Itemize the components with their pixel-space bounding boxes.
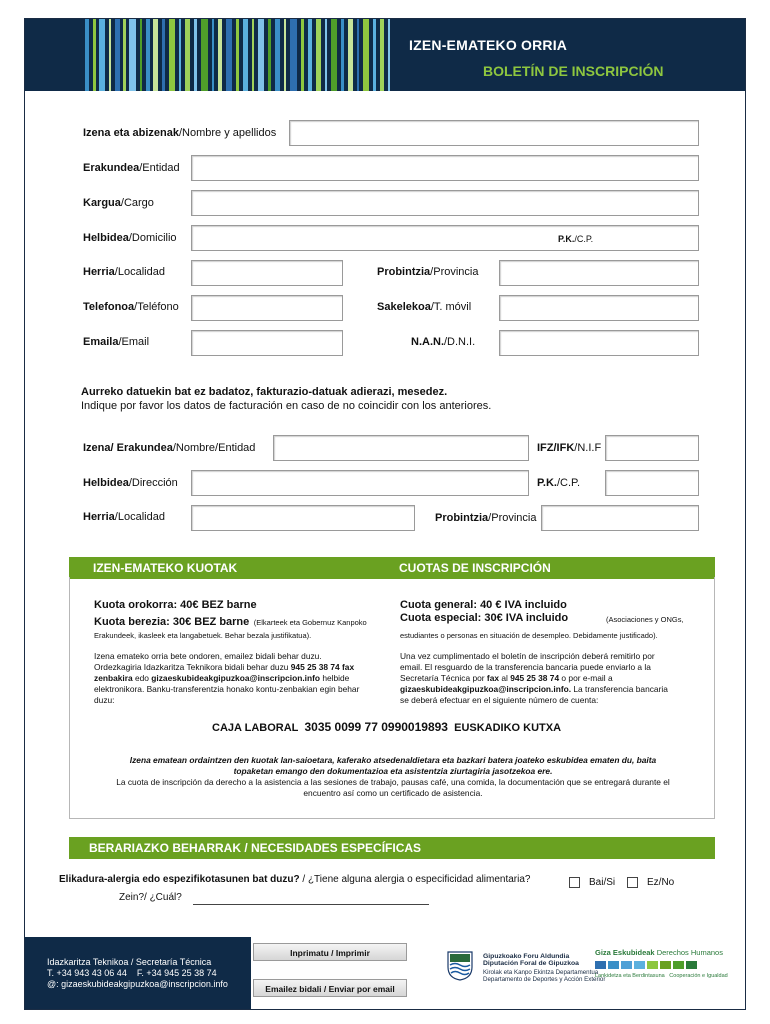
secretariat-phones: T. +34 943 43 06 44 F. +34 945 25 38 74 [47, 968, 217, 978]
special-fee-es: Cuota especial: 30€ IVA incluido [400, 612, 569, 624]
logo-square [660, 961, 671, 969]
stripe [153, 19, 158, 91]
stripe [146, 19, 150, 91]
stripe [85, 19, 89, 91]
logo-square [608, 961, 619, 969]
logo-square [673, 961, 684, 969]
logo-square [686, 961, 697, 969]
stripe [179, 19, 181, 91]
address-field[interactable] [191, 225, 699, 251]
billing-postal-label: P.K./C.P. [537, 477, 581, 489]
form-subtitle: BOLETÍN DE INSCRIPCIÓN [483, 63, 664, 79]
stripe [99, 19, 105, 91]
stripe [363, 19, 369, 91]
dni-field[interactable] [499, 330, 699, 356]
nif-field[interactable] [605, 435, 699, 461]
stripe [348, 19, 353, 91]
stripe [93, 19, 96, 91]
instructions-eu: Izena emateko orria bete ondoren, emailez bidali behar duzu. Ordezkagiria Idazkaritza Teknikora bidali behar duzu 945 25 38 74 fax zenbakira edo gizaeskubideakgipuzkoa@inscripcion.info helbide elektronikora. Banku-transferentzia honako kontu-zenbakian egin behar duzu: [94, 651, 360, 705]
stripe [357, 19, 359, 91]
stripe [252, 19, 254, 91]
stripe [109, 19, 111, 91]
phone-label: Telefonoa/Teléfono [83, 301, 179, 313]
mobile-field[interactable] [499, 295, 699, 321]
needs-header-bar [69, 837, 715, 859]
footer [25, 937, 746, 1010]
bank-account: CAJA LABORAL 3035 0099 77 0990019893 EUSKADIKO KUTXA [212, 720, 562, 734]
stripe [169, 19, 175, 91]
logo-square [634, 961, 645, 969]
human-rights-logo-title: Giza Eskubideak Derechos Humanos [595, 948, 723, 957]
stripe [218, 19, 222, 91]
general-fee-es: Cuota general: 40 € IVA incluido [400, 599, 567, 611]
stripe [129, 19, 136, 91]
fees-box [69, 577, 715, 819]
stripe [290, 19, 297, 91]
name-label: Izena eta abizenak/Nombre y apellidos [83, 127, 277, 139]
secretariat-email: @: gizaeskubideakgipuzkoa@inscripcion.info [47, 979, 228, 989]
stripe [140, 19, 142, 91]
billing-province-label: Probintzia/Provincia [435, 512, 537, 524]
mobile-label: Sakelekoa/T. móvil [377, 301, 472, 313]
allergy-question: Elikadura-alergia edo espezifikotasunen bat duzu? / ¿Tiene alguna alergia o especificidad alimentaria? [59, 874, 531, 885]
gipuzkoa-text: Gipuzkoako Foru Aldundia Diputación Foral de Gipuzkoa Kirolak eta Kanpo Ekintza Departamentua Departamento de Deportes y Acción Exterior [483, 953, 606, 983]
stripes-decoration [85, 19, 395, 91]
nif-label: IFZ/IFK/N.I.F [537, 442, 602, 454]
billing-note-es: Indique por favor los datos de facturación en caso de no coincidir con los anteriores. [81, 400, 492, 412]
human-rights-logo-subtitle: Lankidetza eta Berdintasuna Cooperación e Igualdad [595, 973, 728, 979]
logo-square [647, 961, 658, 969]
position-field[interactable] [191, 190, 699, 216]
email-label: Emaila/Email [83, 336, 150, 348]
stripe [212, 19, 214, 91]
inclusion-note-eu: Izena ematean ordaintzen den kuotak lan-saioetara, kaferako atsedenaldietara eta bazkari batera joateko eskubidea ematen du, baita topaketan emango den dokumentazioa eta asistentzia ziurtagiria jasotzekoa ere. [129, 755, 657, 776]
secretariat-title: Idazkaritza Teknikoa / Secretaría Técnica [47, 957, 212, 967]
billing-address-label: Helbidea/Dirección [83, 477, 178, 489]
form-title: IZEN-EMATEKO ORRIA [409, 37, 568, 53]
address-label: Helbidea/Domicilio [83, 232, 177, 244]
allergy-no-checkbox[interactable] [627, 877, 638, 888]
billing-province-field[interactable] [541, 505, 699, 531]
billing-city-label: Herria/Localidad [83, 511, 165, 523]
stripe [308, 19, 312, 91]
logo-square [595, 961, 606, 969]
stripe [268, 19, 271, 91]
stripe [226, 19, 232, 91]
stripe [162, 19, 165, 91]
special-fee-eu-line: Kuota berezia: 30€ BEZ barne (Elkarteek eta Gobernuz Kanpoko [94, 616, 367, 628]
fees-header-bar [69, 557, 715, 579]
allergy-no-label: Ez/No [647, 877, 675, 888]
registration-form-page [24, 18, 746, 1010]
billing-address-field[interactable] [191, 470, 529, 496]
allergy-yes-label: Bai/Si [589, 877, 616, 888]
city-field[interactable] [191, 260, 343, 286]
stripe [185, 19, 190, 91]
stripe [243, 19, 248, 91]
send-email-button[interactable]: Emailez bidali / Enviar por email [253, 979, 407, 997]
stripe [301, 19, 304, 91]
stripe [341, 19, 344, 91]
billing-name-label: Izena/ Erakundea/Nombre/Entidad [83, 442, 256, 454]
email-field[interactable] [191, 330, 343, 356]
stripe [316, 19, 321, 91]
which-field[interactable] [193, 904, 429, 905]
allergy-yes-checkbox[interactable] [569, 877, 580, 888]
fees-title-eu: IZEN-EMATEKO KUOTAK [93, 561, 238, 575]
position-label: Kargua/Cargo [83, 197, 154, 209]
billing-city-field[interactable] [191, 505, 415, 531]
stripe [275, 19, 280, 91]
stripe [325, 19, 327, 91]
stripe [123, 19, 126, 91]
entity-field[interactable] [191, 155, 699, 181]
stripe [331, 19, 337, 91]
billing-name-field[interactable] [273, 435, 529, 461]
entity-label: Erakundea/Entidad [83, 162, 180, 174]
billing-note-eu: Aurreko datuekin bat ez badatoz, fakturazio-datuak adierazi, mesedez. [81, 386, 448, 398]
city-label: Herria/Localidad [83, 266, 165, 278]
special-fee-eu-note: Erakundeek, ikasleek eta langabetuek. Behar bezala justifikatua). [94, 631, 312, 640]
stripe [236, 19, 239, 91]
general-fee-eu: Kuota orokorra: 40€ BEZ barne [94, 599, 257, 611]
stripe [388, 19, 390, 91]
billing-postal-field[interactable] [605, 470, 699, 496]
logo-square [621, 961, 632, 969]
special-fee-es-note: (Asociaciones y ONGs, [606, 615, 684, 624]
postal-code-label: P.K./C.P. [558, 234, 594, 244]
stripe [258, 19, 264, 91]
province-field[interactable] [499, 260, 699, 286]
print-button[interactable]: Inprimatu / Imprimir [253, 943, 407, 961]
stripe [115, 19, 120, 91]
phone-field[interactable] [191, 295, 343, 321]
stripe [194, 19, 197, 91]
stripe [284, 19, 286, 91]
which-label: Zein?/ ¿Cuál? [119, 892, 182, 903]
province-label: Probintzia/Provincia [377, 266, 479, 278]
gipuzkoa-shield-icon [447, 951, 473, 981]
stripe [373, 19, 376, 91]
header-banner [25, 19, 746, 91]
secretariat-contact [25, 937, 251, 1010]
stripe [201, 19, 208, 91]
needs-title: BERARIAZKO BEHARRAK / NECESIDADES ESPECÍFICAS [89, 841, 422, 855]
dni-label: N.A.N./D.N.I. [411, 336, 476, 348]
instructions-es: Una vez cumplimentado el boletín de inscripción deberá remitirlo por email. El resguardo de la transferencia bancaria puede enviarlo a la Secretaría Técnica por fax al 945 25 38 74 o por e-mail a gizaeskubideakgipuzkoa@inscripcion.info. La transferencia bancaria se deberá efectuar en el siguiente número de cuenta: [400, 651, 668, 705]
fees-title-es: CUOTAS DE INSCRIPCIÓN [399, 561, 551, 575]
special-fee-es-note-2: estudiantes o personas en situación de desempleo. Debidamente justificado). [400, 631, 658, 640]
name-field[interactable] [289, 120, 699, 146]
inclusion-note-es: La cuota de inscripción da derecho a la asistencia a las sesiones de trabajo, pausas café, una comida, la documentación que se entregará durante el encuentro así como un certificado de asistencia. [116, 777, 670, 798]
stripe [380, 19, 384, 91]
